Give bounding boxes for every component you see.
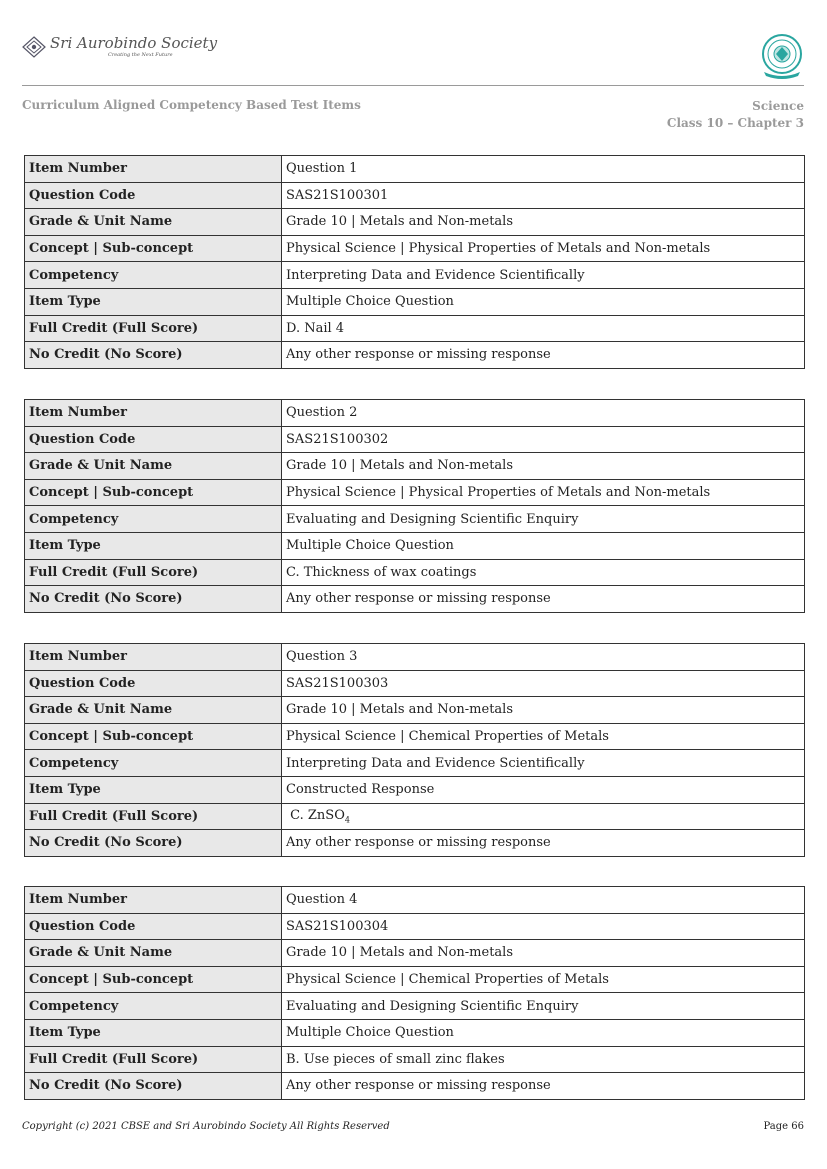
item-table-4 <box>24 886 805 1100</box>
table-row <box>25 559 805 586</box>
competency-value: Interpreting Data and Evidence Scientifically <box>282 262 805 289</box>
grade-unit-value: Grade 10 | Metals and Non-metals <box>282 940 805 967</box>
item-type-label: Item Type <box>25 532 282 559</box>
question-code-value: SAS21S100301 <box>282 182 805 209</box>
question-code-value: SAS21S100302 <box>282 426 805 453</box>
class-chapter-label: Class 10 – Chapter 3 <box>666 116 804 130</box>
competency-value: Evaluating and Designing Scientific Enquiry <box>282 993 805 1020</box>
item-type-label: Item Type <box>25 776 282 803</box>
no-credit-value: Any other response or missing response <box>282 586 805 613</box>
society-emblem-icon <box>22 36 46 58</box>
header-rule <box>22 85 804 86</box>
question-code-label: Question Code <box>25 426 282 453</box>
sri-aurobindo-society-logo <box>22 36 217 58</box>
full-credit-value <box>282 803 805 830</box>
item-table-3 <box>24 643 805 857</box>
concept-value: Physical Science | Physical Properties of Metals and Non-metals <box>282 235 805 262</box>
concept-label: Concept | Sub-concept <box>25 966 282 993</box>
item-type-value: Multiple Choice Question <box>282 532 805 559</box>
item-number-value: Question 4 <box>282 887 805 914</box>
item-type-value: Multiple Choice Question <box>282 1019 805 1046</box>
copyright-text: Copyright (c) 2021 CBSE and Sri Aurobindo Society All Rights Reserved <box>22 1121 390 1132</box>
page-number: Page 66 <box>763 1121 804 1132</box>
table-row <box>25 644 805 671</box>
table-row <box>25 342 805 369</box>
full-credit-value: D. Nail 4 <box>282 315 805 342</box>
logo-tagline: Creating the Next Future <box>108 52 173 58</box>
table-row <box>25 750 805 777</box>
item-table-2 <box>24 399 805 613</box>
concept-value: Physical Science | Chemical Properties of Metals <box>282 723 805 750</box>
competency-label: Competency <box>25 750 282 777</box>
table-row <box>25 1019 805 1046</box>
grade-unit-value: Grade 10 | Metals and Non-metals <box>282 697 805 724</box>
question-code-label: Question Code <box>25 913 282 940</box>
table-row <box>25 315 805 342</box>
competency-value: Evaluating and Designing Scientific Enquiry <box>282 506 805 533</box>
concept-label: Concept | Sub-concept <box>25 479 282 506</box>
full-credit-formula: C. ZnSO <box>286 808 345 824</box>
item-number-label: Item Number <box>25 887 282 914</box>
no-credit-value: Any other response or missing response <box>282 1073 805 1100</box>
table-row <box>25 887 805 914</box>
competency-label: Competency <box>25 506 282 533</box>
table-row <box>25 697 805 724</box>
table-row <box>25 586 805 613</box>
grade-unit-label: Grade & Unit Name <box>25 209 282 236</box>
table-row <box>25 209 805 236</box>
item-table-1 <box>24 155 805 369</box>
table-row <box>25 940 805 967</box>
item-type-value: Constructed Response <box>282 776 805 803</box>
grade-unit-label: Grade & Unit Name <box>25 697 282 724</box>
table-row <box>25 426 805 453</box>
item-type-value: Multiple Choice Question <box>282 288 805 315</box>
no-credit-label: No Credit (No Score) <box>25 1073 282 1100</box>
question-code-value: SAS21S100303 <box>282 670 805 697</box>
competency-label: Competency <box>25 262 282 289</box>
question-code-label: Question Code <box>25 182 282 209</box>
table-row <box>25 803 805 830</box>
competency-label: Competency <box>25 993 282 1020</box>
no-credit-label: No Credit (No Score) <box>25 342 282 369</box>
document-title: Curriculum Aligned Competency Based Test Items <box>22 98 361 112</box>
table-row <box>25 400 805 427</box>
logo-name: Sri Aurobindo Society <box>50 34 218 52</box>
item-type-label: Item Type <box>25 288 282 315</box>
question-code-value: SAS21S100304 <box>282 913 805 940</box>
cbse-seal-icon <box>760 32 804 80</box>
table-row <box>25 156 805 183</box>
item-type-label: Item Type <box>25 1019 282 1046</box>
grade-unit-label: Grade & Unit Name <box>25 453 282 480</box>
table-row <box>25 532 805 559</box>
concept-label: Concept | Sub-concept <box>25 235 282 262</box>
full-credit-subscript: 4 <box>344 815 350 825</box>
item-number-value: Question 3 <box>282 644 805 671</box>
table-row <box>25 723 805 750</box>
item-number-label: Item Number <box>25 156 282 183</box>
table-row <box>25 966 805 993</box>
item-number-value: Question 1 <box>282 156 805 183</box>
full-credit-value: B. Use pieces of small zinc flakes <box>282 1046 805 1073</box>
table-row <box>25 288 805 315</box>
table-row <box>25 506 805 533</box>
full-credit-label: Full Credit (Full Score) <box>25 1046 282 1073</box>
full-credit-label: Full Credit (Full Score) <box>25 315 282 342</box>
table-row <box>25 1046 805 1073</box>
table-row <box>25 913 805 940</box>
grade-unit-label: Grade & Unit Name <box>25 940 282 967</box>
subject-info <box>667 98 804 132</box>
table-row <box>25 993 805 1020</box>
table-row <box>25 1073 805 1100</box>
competency-value: Interpreting Data and Evidence Scientifically <box>282 750 805 777</box>
table-row <box>25 235 805 262</box>
table-row <box>25 479 805 506</box>
item-number-label: Item Number <box>25 644 282 671</box>
item-number-value: Question 2 <box>282 400 805 427</box>
table-row <box>25 776 805 803</box>
grade-unit-value: Grade 10 | Metals and Non-metals <box>282 453 805 480</box>
table-row <box>25 262 805 289</box>
table-row <box>25 182 805 209</box>
no-credit-value: Any other response or missing response <box>282 830 805 857</box>
table-row <box>25 453 805 480</box>
item-number-label: Item Number <box>25 400 282 427</box>
full-credit-label: Full Credit (Full Score) <box>25 803 282 830</box>
concept-value: Physical Science | Chemical Properties of Metals <box>282 966 805 993</box>
full-credit-label: Full Credit (Full Score) <box>25 559 282 586</box>
no-credit-label: No Credit (No Score) <box>25 830 282 857</box>
question-code-label: Question Code <box>25 670 282 697</box>
table-row <box>25 670 805 697</box>
concept-label: Concept | Sub-concept <box>25 723 282 750</box>
subject-label: Science <box>752 99 804 113</box>
concept-value: Physical Science | Physical Properties of Metals and Non-metals <box>282 479 805 506</box>
full-credit-value: C. Thickness of wax coatings <box>282 559 805 586</box>
no-credit-label: No Credit (No Score) <box>25 586 282 613</box>
no-credit-value: Any other response or missing response <box>282 342 805 369</box>
grade-unit-value: Grade 10 | Metals and Non-metals <box>282 209 805 236</box>
table-row <box>25 830 805 857</box>
